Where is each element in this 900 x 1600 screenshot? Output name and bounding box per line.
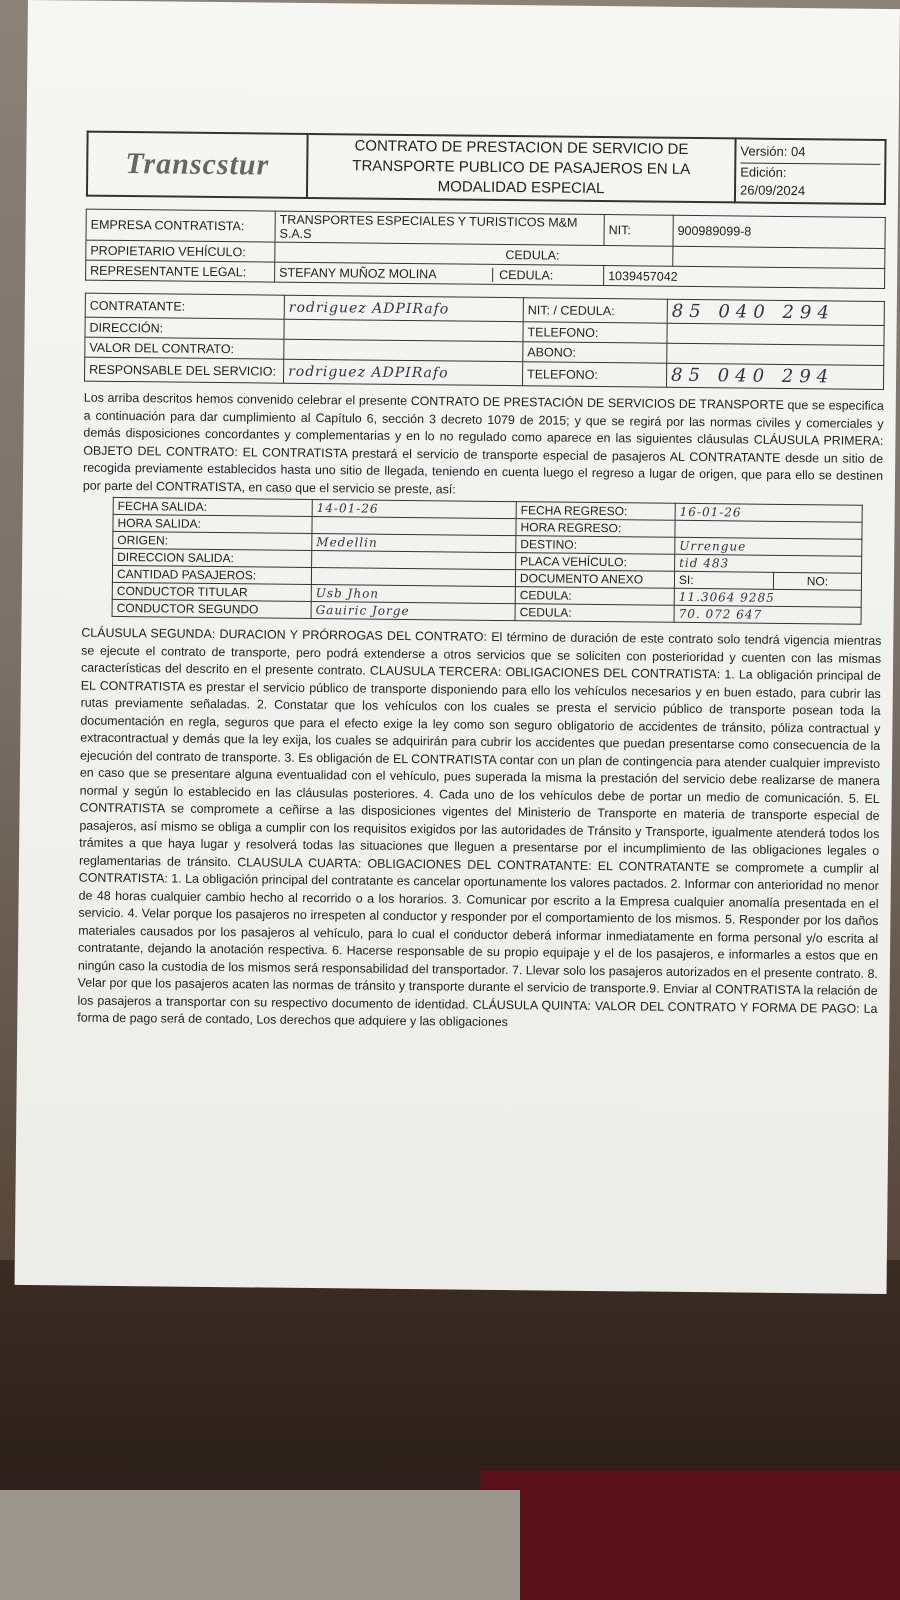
clauses-paragraph: CLÁUSULA SEGUNDA: DURACION Y PRÓRROGAS DEL CONTRATO: El término de duración de este contrato solo tendrá vigencia mientras se ejecute el contrato de transporte, pero podrá extenderse a otros servicios que se soliciten con posterioridad y cuenten con las mismas características del descrito en el presente contrato. CLAUSULA TERCERA: OBLIGACIONES DEL CONTRATISTA: 1. La obligación principal de EL CONTRATISTA es prestar el servicio público de transporte disponiendo para ello los vehículos necesarios y en buen estado, para cubrir las rutas previamente señaladas. 2. Constatar que los vehículos con los cuales se presta el servicio público de transporte posean toda la documentación en regla, seguros que para el efecto exige la ley como son seguro obligatorio de accidentes de tránsito, póliza contractual y extracontractual y demás que la ley exija, los cuales se adquirirán para cubrir los accidentes que puedan presentarse como consecuencia de la ejecución del contrato de transporte. 3. Es obligación de EL CONTRATISTA contar con un plan de contingencia para atender cualquier imprevisto en caso que se presentare alguna eventualidad con el vehículo, pues superada la misma la prestación del servicio debe realizarse de manera normal y según lo establecido en las cláusulas posteriores. 4. Cada uno de los vehículos debe de portar un medio de comunicación. 5. EL CONTRATISTA se compromete a ceñirse a las disposiciones vigentes del Ministerio de Transporte en materia de transporte especial de pasajeros, así mismo se obliga a cumplir con los requisitos exigidos por las autoridades de Tránsito y Transporte, igualmente atenderá todos los trámites a que haya lugar y resolverá todas las situaciones que lleguen a presentarse por el incumplimiento de las obligaciones legales o reglamentarias de tránsito. CLAUSULA CUARTA: OBLIGACIONES DEL CONTRATANTE: EL CONTRATANTE se compromete a cumplir al CONTRATISTA: 1. La obligación principal del contratante es cancelar oportunamente los valores pactados. 2. Informar con anterioridad no menor de 48 horas cualquier cambio hecho al recorrido o a los horarios. 3. Comunicar por escrito a la Empresa cualquier anomalía presentada en el servicio. 4. Velar porque los pasajeros no irrespeten al conductor y responder por el comportamiento de los mismos. 5. Responder por los daños materiales causados por los pasajeros al vehículo, para lo cual el conductor deberá informar inmediatamente en forma personal y/o escrita al contratante, dejando la anotación respectiva. 6. Hacerse responsable de su propio equipaje y el de los pasajeros, e informarles a estos que en ningún caso la custodia de los mismos será responsabilidad del transportador. 7. Llevar solo los pasajeros autorizados en el presente contrato. 8. Velar por que los pasajeros acaten las normas de tránsito y transporte durante el servicio de transporte.9. Enviar al CONTRATISTA la relación de los pasajeros a transportar con su respectivo documento de identidad. CLÁUSULA QUINTA: VALOR DEL CONTRATO Y FORMA DE PAGO: La forma de pago será de contado, Los derechos que adquiere y las obligaciones: [77, 625, 882, 1030]
nit-cedula-value: 85 040 294: [667, 299, 884, 325]
nit-value: 900989099-8: [673, 215, 885, 248]
document-content: [77, 131, 886, 1036]
valor-label: VALOR DEL CONTRATO:: [85, 337, 284, 359]
title-line-1: CONTRATO DE PRESTACION DE SERVICIO DE: [354, 137, 689, 158]
edition-label: Edición:: [740, 163, 787, 180]
cedula-titular-label: CEDULA:: [515, 587, 674, 606]
floor-tile: [0, 1490, 520, 1600]
cedula-label-text: CEDULA:: [505, 247, 560, 263]
fecha-regreso-value: 16-01-26: [675, 503, 862, 522]
version-label: Versión: 04: [740, 142, 880, 164]
direccion-value: [284, 319, 523, 342]
responsable-label: RESPONSABLE DEL SERVICIO:: [85, 357, 284, 383]
version-box: [735, 138, 886, 204]
contratante-value: rodriguez ADPIRafo: [284, 295, 523, 322]
empresa-label: EMPRESA CONTRATISTA:: [86, 209, 275, 242]
intro-paragraph: Los arriba descritos hemos convenido celebrar el presente CONTRATO DE PRESTACIÓN DE SERVICIOS DE TRANSPORTE que se especifica a continuación para dar cumplimiento al Capítulo 6, sección 3 decreto 1079 de 2015; y que se regirá por las normas civiles y comerciales y demás disposiciones concordantes y complementarias y en lo no regulado como aparece en las siguientes cláusulas CLÁUSULA PRIMERA: OBJETO DEL CONTRATO: EL CONTRATISTA prestará el servicio de transporte especial de pasajeros AL CONTRATANTE desde un sitio de recogida previamente establecidos hasta uno sitio de llegada, teniendo en cuenta luego el regreso a lugar de origen, que para ello se destinen por parte del CONTRATISTA, en caso que el servicio se preste, así:: [82, 390, 884, 497]
header-table: [86, 131, 887, 205]
company-logo: Transcstur: [87, 132, 308, 198]
hora-regreso-label: HORA REGRESO:: [516, 519, 675, 538]
representante-value: [275, 262, 604, 285]
fecha-regreso-label: FECHA REGRESO:: [516, 502, 675, 521]
direccion-salida-value: [312, 551, 516, 570]
nit-cedula-label: NIT: / CEDULA:: [523, 298, 667, 324]
empresa-value: TRANSPORTES ESPECIALES Y TURISTICOS M&M S.A.S: [275, 211, 604, 245]
telefono2-label: TELEFONO:: [522, 362, 666, 388]
placa-label: PLACA VEHÍCULO:: [516, 553, 675, 572]
conductor-segundo-value: Gauiric Jorge: [311, 601, 515, 620]
table-surface: [0, 1260, 900, 1600]
cedula-segundo-label: CEDULA:: [515, 604, 674, 623]
fecha-salida-value: 14-01-26: [312, 500, 516, 519]
documento-label: DOCUMENTO ANEXO: [515, 570, 674, 589]
origen-value: Medellin: [312, 534, 516, 553]
representante-label: REPRESENTANTE LEGAL:: [86, 260, 275, 282]
title-line-2: TRANSPORTE PUBLICO DE PASAJEROS EN LA: [352, 157, 691, 178]
cedula-segundo-value: 70. 072 647: [674, 605, 861, 624]
telefono-value: [667, 323, 884, 345]
document-title: [307, 134, 736, 202]
placa-value: tid 483: [675, 554, 862, 573]
propietario-label: PROPIETARIO VEHÍCULO:: [86, 240, 275, 262]
representante-name: STEFANY MUÑOZ MOLINA: [279, 265, 437, 281]
valor-value: [284, 339, 523, 362]
title-line-3: MODALIDAD ESPECIAL: [437, 178, 605, 198]
direccion-salida-label: DIRECCION SALIDA:: [113, 548, 312, 567]
cedula-value: [673, 246, 885, 268]
origen-label: ORIGEN:: [113, 531, 312, 550]
direccion-label: DIRECCIÓN:: [85, 317, 284, 339]
hora-regreso-value: [675, 520, 862, 539]
abono-value: [667, 343, 884, 365]
conductor-segundo-label: CONDUCTOR SEGUNDO: [112, 599, 311, 618]
responsable-value: rodriguez ADPIRafo: [284, 359, 523, 386]
nit-label: NIT:: [604, 215, 673, 247]
si-label: SI:: [674, 571, 773, 589]
conductor-titular-label: CONDUCTOR TITULAR: [112, 582, 311, 601]
hora-salida-label: HORA SALIDA:: [113, 514, 312, 533]
telefono2-value: 85 040 294: [666, 363, 883, 389]
cedula2-label: CEDULA:: [492, 267, 599, 282]
abono-label: ABONO:: [523, 342, 667, 364]
no-label: NO:: [773, 572, 861, 590]
cedula2-value: 1039457042: [604, 266, 885, 289]
cedula-titular-value: 11.3064 9285: [674, 588, 861, 607]
cantidad-value: [311, 568, 515, 587]
contratante-label: CONTRATANTE:: [85, 293, 284, 319]
destino-label: DESTINO:: [516, 536, 675, 555]
contratante-table: [84, 293, 885, 390]
trip-table: [112, 497, 863, 625]
cantidad-label: CANTIDAD PASAJEROS:: [112, 565, 311, 584]
hora-salida-value: [312, 517, 516, 536]
company-table: [85, 209, 886, 289]
conductor-titular-value: Usb Jhon: [311, 584, 515, 603]
red-object: [480, 1470, 900, 1600]
telefono-label: TELEFONO:: [523, 322, 667, 344]
fecha-salida-label: FECHA SALIDA:: [113, 497, 312, 516]
destino-value: Urrengue: [675, 537, 862, 556]
contract-sheet: [15, 0, 900, 1294]
edition-date: 26/09/2024: [739, 181, 806, 198]
